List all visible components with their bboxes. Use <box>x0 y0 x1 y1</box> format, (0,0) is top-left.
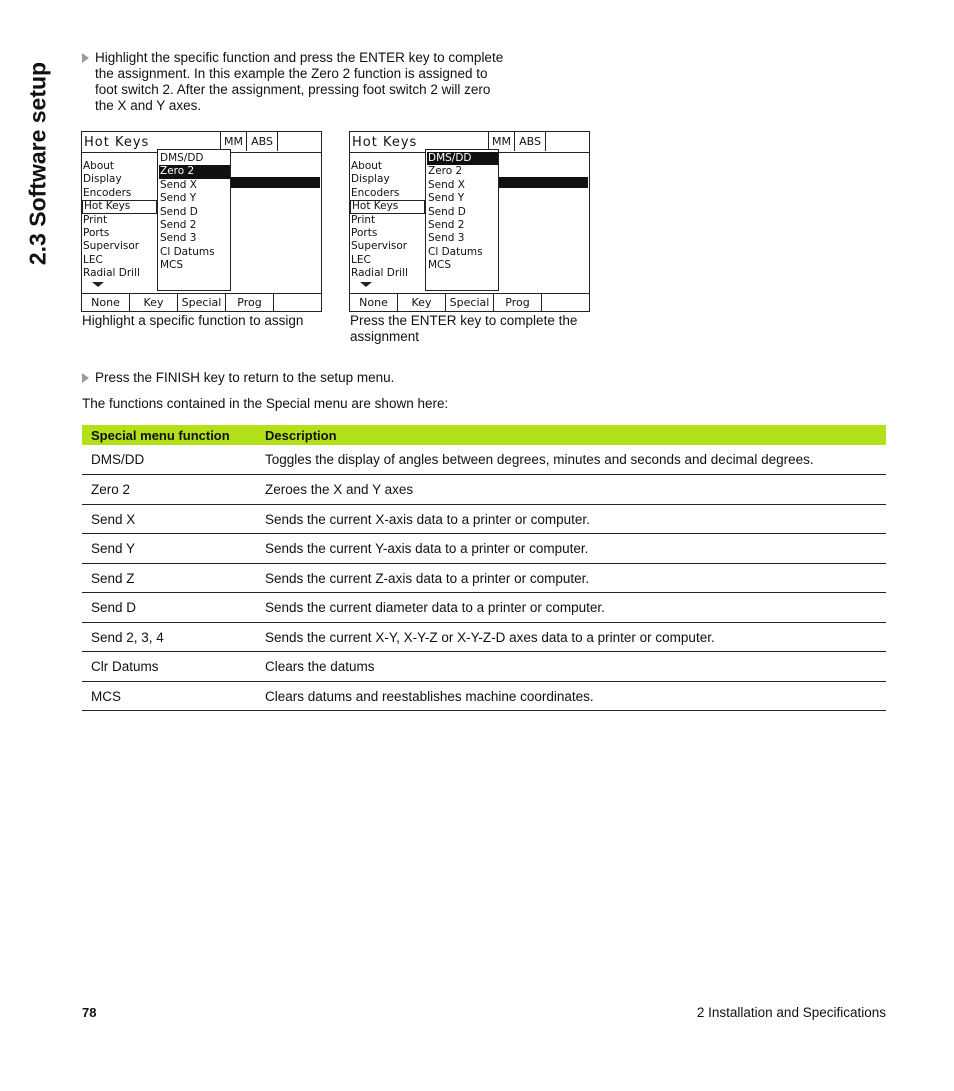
table-row <box>82 681 886 711</box>
softkey-bar <box>350 293 589 312</box>
softkey-prog: Prog <box>226 294 274 312</box>
menu-item: About <box>83 160 115 172</box>
step-2 <box>82 370 394 386</box>
page-number: 78 <box>82 1005 97 1020</box>
cell-function: DMS/DD <box>82 445 256 475</box>
popup-item: Send D <box>160 205 198 218</box>
popup-item: MCS <box>160 259 184 272</box>
step-1-line-4: the X and Y axes. <box>95 98 202 113</box>
chapter-title: 2 Installation and Specifications <box>696 1005 886 1020</box>
menu-item: Supervisor <box>351 240 408 253</box>
cell-description: Clears datums and reestablishes machine coordinates. <box>256 681 886 711</box>
popup-item: Send D <box>428 205 466 218</box>
cell-function: Send Z <box>82 563 256 593</box>
step-1-line-2: the assignment. In this example the Zero 2 function is assigned to <box>95 66 488 81</box>
popup-item: Send 2 <box>160 218 197 231</box>
caption-2-line-1: Press the ENTER key to complete the <box>350 313 578 328</box>
cell-description: Clears the datums <box>256 652 886 682</box>
setup-menu <box>83 160 157 281</box>
menu-item: Radial Drill <box>351 267 408 280</box>
popup-item: Send 2 <box>428 218 465 231</box>
menu-item: Display <box>83 173 122 186</box>
popup-item: Send 3 <box>428 232 465 245</box>
popup-item-selected: Zero 2 <box>159 165 230 178</box>
menu-item-hot-keys: Hot Keys <box>350 200 425 213</box>
popup-item: Cl Datums <box>428 245 483 258</box>
menu-item: LEC <box>83 253 103 266</box>
popup-item: Send 3 <box>160 232 197 245</box>
table-header-row <box>82 425 886 445</box>
softkey-key: Key <box>398 294 446 312</box>
highlight-bar <box>498 177 588 188</box>
special-functions-table <box>82 425 886 711</box>
table-row <box>82 504 886 534</box>
popup-item: Send Y <box>428 192 465 205</box>
scroll-down-icon <box>360 282 372 287</box>
step-1-line-1: Highlight the specific function and press the ENTER key to complete <box>95 50 504 65</box>
softkey-key: Key <box>130 294 178 312</box>
table-row <box>82 563 886 593</box>
cell-description: Sends the current Z-axis data to a printer or computer. <box>256 563 886 593</box>
menu-item: Ports <box>83 226 110 239</box>
abs-softkey: ABS <box>247 132 278 151</box>
special-popup <box>157 149 231 291</box>
setup-menu <box>351 160 425 281</box>
menu-item-hot-keys: Hot Keys <box>82 200 157 213</box>
screen-title: Hot Keys <box>84 135 150 150</box>
menu-item: Print <box>83 213 108 226</box>
popup-item: Send X <box>160 178 197 191</box>
softkey-special: Special <box>178 294 226 312</box>
popup-item: MCS <box>428 259 452 272</box>
popup-item: DMS/DD <box>160 152 204 164</box>
menu-item: Display <box>351 173 390 186</box>
table-row <box>82 445 886 475</box>
header-function: Special menu function <box>82 425 256 445</box>
cell-function: Send X <box>82 504 256 534</box>
side-section-title <box>18 40 58 300</box>
popup-item-selected: DMS/DD <box>427 152 498 165</box>
table-row <box>82 622 886 652</box>
highlight-bar <box>230 177 320 188</box>
cell-function: Clr Datums <box>82 652 256 682</box>
softkey-bar <box>82 293 321 312</box>
menu-item: Radial Drill <box>83 267 140 280</box>
popup-item: Zero 2 <box>428 165 463 178</box>
step-2-line-1: Press the FINISH key to return to the setup menu. <box>95 370 395 385</box>
menu-item: LEC <box>351 253 371 266</box>
step-arrow-icon <box>82 53 89 63</box>
step-1 <box>82 50 503 114</box>
popup-item: Cl Datums <box>160 245 215 258</box>
table-row <box>82 475 886 505</box>
cell-function: Send Y <box>82 534 256 564</box>
cell-function: Zero 2 <box>82 475 256 505</box>
softkey-none: None <box>350 294 398 312</box>
screen-1 <box>81 131 322 312</box>
softkey-none: None <box>82 294 130 312</box>
cell-description: Sends the current diameter data to a printer or computer. <box>256 593 886 623</box>
table-row <box>82 652 886 682</box>
cell-description: Sends the current Y-axis data to a printer or computer. <box>256 534 886 564</box>
caption-2-line-2: assignment <box>350 329 420 344</box>
table-row <box>82 593 886 623</box>
cell-function: Send 2, 3, 4 <box>82 622 256 652</box>
menu-item: About <box>351 160 383 172</box>
mm-softkey: MM <box>220 132 247 151</box>
menu-item: Ports <box>351 226 378 239</box>
side-title-text: 2.3 Software setup <box>24 61 51 266</box>
menu-item: Encoders <box>351 186 400 199</box>
cell-function: Send D <box>82 593 256 623</box>
mm-softkey: MM <box>488 132 515 151</box>
header-description: Description <box>256 425 886 445</box>
caption-1 <box>82 313 303 329</box>
softkey-prog: Prog <box>494 294 542 312</box>
step-arrow-icon <box>82 373 89 383</box>
intro-paragraph: The functions contained in the Special menu are shown here: <box>82 396 449 411</box>
special-popup <box>425 149 499 291</box>
cell-description: Toggles the display of angles between degrees, minutes and seconds and decimal degrees. <box>256 445 886 475</box>
softkey-special: Special <box>446 294 494 312</box>
cell-function: MCS <box>82 681 256 711</box>
table-row <box>82 534 886 564</box>
menu-item: Supervisor <box>83 240 140 253</box>
cell-description: Zeroes the X and Y axes <box>256 475 886 505</box>
cell-description: Sends the current X-Y, X-Y-Z or X-Y-Z-D axes data to a printer or computer. <box>256 622 886 652</box>
abs-softkey: ABS <box>515 132 546 151</box>
caption-2 <box>350 313 577 345</box>
cell-description: Sends the current X-axis data to a printer or computer. <box>256 504 886 534</box>
screen-title: Hot Keys <box>352 135 418 150</box>
screen-2 <box>349 131 590 312</box>
popup-item: Send Y <box>160 192 197 205</box>
menu-item: Print <box>351 213 376 226</box>
caption-1-line: Highlight a specific function to assign <box>82 313 304 328</box>
menu-item: Encoders <box>83 186 132 199</box>
step-1-line-3: foot switch 2. After the assignment, pressing foot switch 2 will zero <box>95 82 491 97</box>
popup-item: Send X <box>428 178 465 191</box>
scroll-down-icon <box>92 282 104 287</box>
